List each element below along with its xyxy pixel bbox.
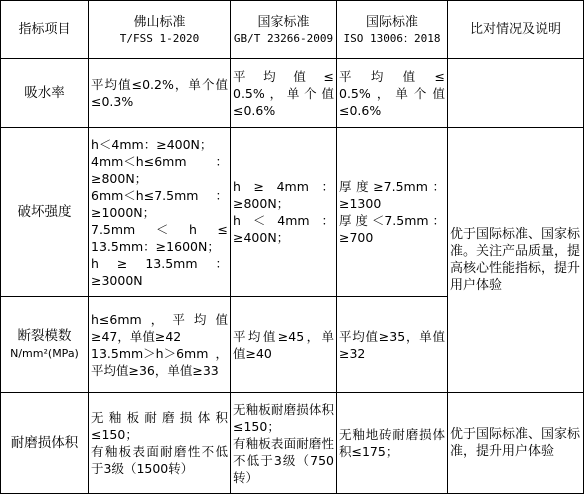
table-row [1,128,584,297]
value-line: 厚度≥7.5mm：≥1300 [339,179,445,211]
value-line: 13.5mm＞h＞6mm，平均值≥36，单值≥33 [91,345,228,378]
modulus-unit: N/mm²(MPa) [10,346,79,360]
value-line: h≤6mm，平均值≥47，单值≥42 [91,311,228,344]
value-line: 4mm＜h≤6mm：≥800N； [91,153,228,186]
table-row [1,393,584,494]
value-line: 6mm＜h≤7.5mm：≥1000N； [91,187,228,220]
water-absorption-international: 平 均 值 ≤ 0.5%，单个值≤0.6% [337,59,448,128]
breaking-strength-national [231,128,337,297]
value-line: 厚度＜7.5mm：≥700 [339,213,445,245]
value-line: 有釉板表面耐磨性不低于3级（750转） [233,435,334,485]
value-line: 7.5mm ＜ h ≤ 13.5mm：≥1600N； [91,221,228,254]
value-line: 无釉板耐磨损体积≤150； [233,401,334,434]
header-foshan-standard [89,1,231,59]
abrasion-comparison-note: 优于国际标准、国家标准，提升用户体验 [448,393,584,494]
header-foshan-code: T/FSS 1-2020 [119,31,200,45]
row-item-water-absorption: 吸水率 [1,59,89,128]
abrasion-foshan [89,393,231,494]
water-absorption-foshan: 平均值≤0.2%，单个值≤0.3% [89,59,231,128]
abrasion-national [231,393,337,494]
header-item: 指标项目 [1,1,89,59]
modulus-label: 断裂模数 [17,327,72,344]
header-comparison: 比对情况及说明 [448,1,584,59]
modulus-national: 平均值≥45，单值≥40 [231,297,337,393]
header-foshan-name: 佛山标准 [133,14,186,30]
breaking-strength-comparison-note: 优于国际标准、国家标准。关注产品质量，提高核心性能指标，提升用户体验 [448,128,584,393]
header-row [1,1,584,59]
table-row [1,59,584,128]
water-absorption-national: 平 均 值 ≤ 0.5%，单个值≤0.6% [231,59,337,128]
value-line: 无釉板耐磨损体积≤150； [91,410,228,442]
value-line: h ＜ 4mm ： ≥400N； [233,213,334,245]
value-line: h＜4mm：≥400N； [91,136,213,152]
abrasion-international: 无釉地砖耐磨损体积≤175； [337,393,448,494]
header-international-code: ISO 13006：2018 [343,31,441,45]
value-line: 有釉板表面耐磨性不低于3级（1500转） [91,444,228,476]
water-absorption-note [448,59,584,128]
breaking-strength-international [337,128,448,297]
value-line: h ≥ 13.5mm ： ≥3000N [91,255,228,288]
header-national-standard [231,1,337,59]
row-item-breaking-strength: 破坏强度 [1,128,89,297]
modulus-international: 平均值≥35，单值≥32 [337,297,448,393]
header-national-name: 国家标准 [257,14,310,30]
row-item-abrasion-volume: 耐磨损体积 [1,393,89,494]
modulus-foshan [89,297,231,393]
header-international-name: 国际标准 [365,14,418,30]
header-national-code: GB/T 23266-2009 [233,31,334,45]
row-item-modulus-of-rupture [1,297,89,393]
breaking-strength-foshan [89,128,231,297]
header-international-standard [337,1,448,59]
value-line: h ≥ 4mm ： ≥800N； [233,179,334,211]
